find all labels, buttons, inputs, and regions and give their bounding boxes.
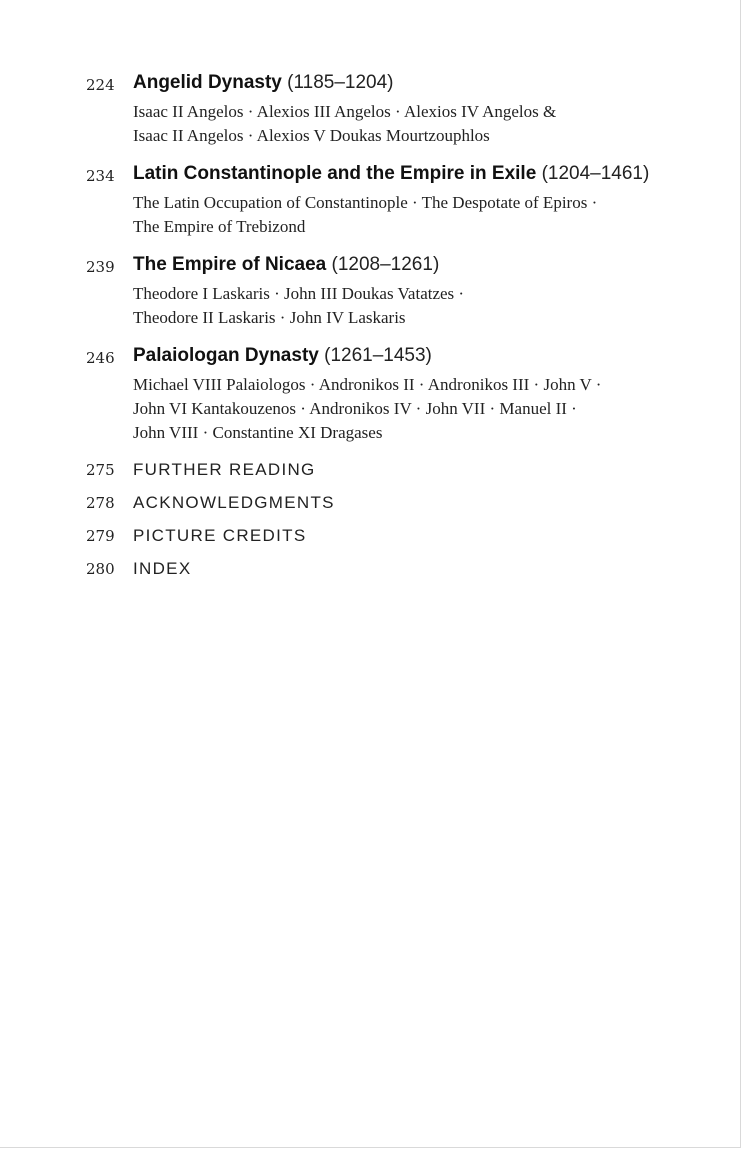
toc-subentry-line: Michael VIII Palaiologos · Andronikos II · Andronikos III · John V ·: [133, 375, 602, 394]
toc-section-latin-constantinople[interactable]: [86, 161, 706, 239]
toc-subentries: [133, 100, 706, 148]
toc-subentry-line: Theodore II Laskaris · John IV Laskaris: [133, 308, 406, 327]
toc-section-empire-of-nicaea[interactable]: [86, 252, 706, 330]
toc-section-title: Palaiologan Dynasty: [133, 345, 319, 366]
toc-section-dates: (1208–1261): [331, 254, 440, 275]
toc-index[interactable]: [86, 557, 706, 581]
toc-section-dates: (1261–1453): [324, 345, 432, 366]
toc-acknowledgments[interactable]: [86, 491, 706, 515]
toc-page-number: 278: [86, 494, 115, 512]
toc-section-heading: [133, 70, 706, 96]
toc-further-reading[interactable]: [86, 458, 706, 482]
toc-subentries: [133, 282, 706, 330]
toc-page-number: 275: [86, 461, 115, 479]
toc-back-matter-label: INDEX: [133, 559, 192, 578]
toc-subentry-line: Isaac II Angelos · Alexios III Angelos · Alexios IV Angelos &: [133, 102, 557, 121]
toc-subentry-line: John VI Kantakouzenos · Andronikos IV · John VII · Manuel II ·: [133, 399, 577, 418]
toc-page-number: 239: [86, 258, 115, 276]
toc-picture-credits[interactable]: [86, 524, 706, 548]
toc-section-heading: [133, 252, 706, 278]
toc-page-number: 246: [86, 349, 115, 367]
toc-section-heading: [133, 161, 706, 187]
toc-subentry-line: John VIII · Constantine XI Dragases: [133, 423, 383, 442]
toc-section-palaiologan-dynasty[interactable]: [86, 343, 706, 445]
toc-page-number: 280: [86, 560, 115, 578]
toc-section-title: Latin Constantinople and the Empire in Exile: [133, 163, 537, 184]
toc-section-heading: [133, 343, 706, 369]
toc-section-title: The Empire of Nicaea: [133, 254, 327, 275]
toc-page-number: 234: [86, 167, 115, 185]
toc-page-number: 224: [86, 76, 115, 94]
toc-back-matter-label: ACKNOWLEDGMENTS: [133, 493, 335, 512]
toc-section-angelid-dynasty[interactable]: [86, 70, 706, 148]
toc-subentry-line: The Latin Occupation of Constantinople · The Despotate of Epiros ·: [133, 193, 598, 212]
toc-section-dates: (1204–1461): [541, 163, 650, 184]
toc-back-matter-label: PICTURE CREDITS: [133, 526, 307, 545]
toc-back-matter-label: FURTHER READING: [133, 460, 316, 479]
toc-subentries: [133, 373, 706, 445]
toc-section-title: Angelid Dynasty: [133, 72, 282, 93]
toc-subentry-line: Theodore I Laskaris · John III Doukas Vatatzes ·: [133, 284, 465, 303]
toc-subentry-line: The Empire of Trebizond: [133, 217, 306, 236]
toc-section-dates: (1185–1204): [287, 72, 394, 93]
table-of-contents: [86, 70, 706, 590]
toc-subentry-line: Isaac II Angelos · Alexios V Doukas Mourtzouphlos: [133, 126, 490, 145]
toc-page-number: 279: [86, 527, 115, 545]
toc-subentries: [133, 191, 706, 239]
